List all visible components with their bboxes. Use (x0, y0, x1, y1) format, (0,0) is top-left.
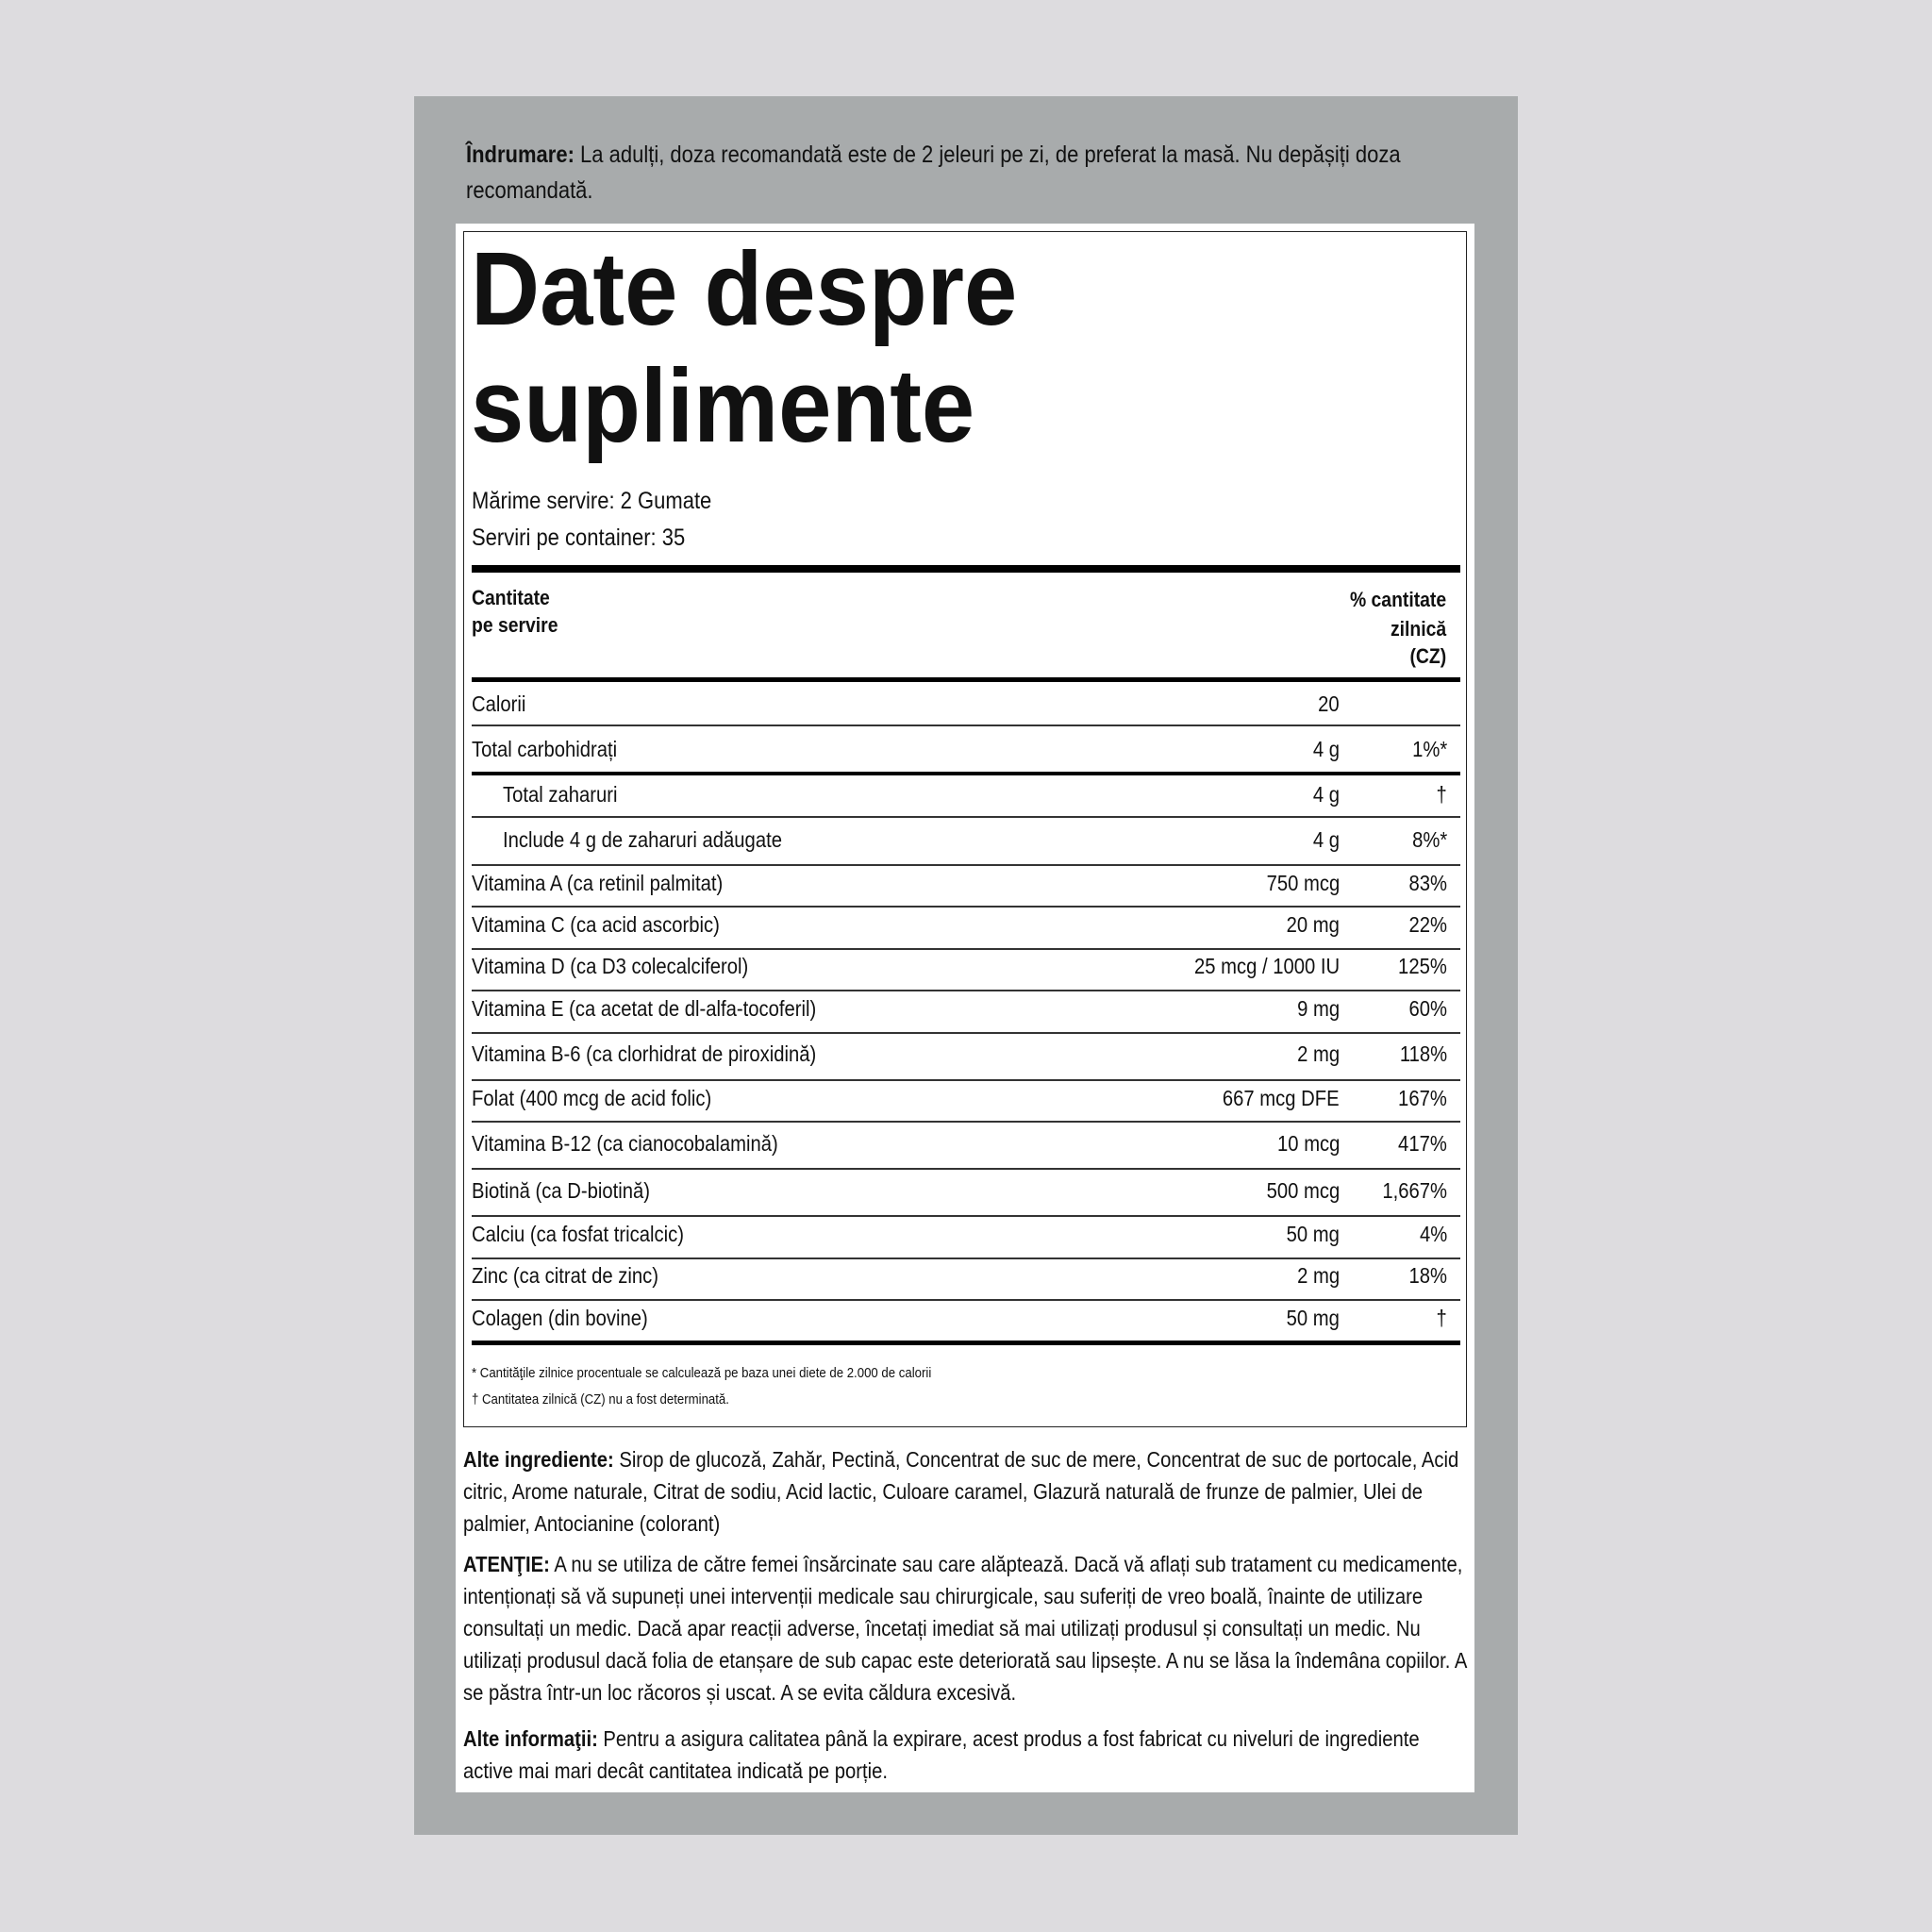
nutrient-amount: 20 (1318, 691, 1340, 716)
nutrient-daily-value: 18% (1408, 1263, 1447, 1288)
nutrient-name: Calorii (472, 691, 526, 716)
other-information-label: Alte informaţii: (463, 1726, 598, 1751)
nutrient-name: Total carbohidrați (472, 737, 618, 761)
nutrient-amount: 10 mcg (1276, 1131, 1340, 1156)
facts-title-line-2: suplimente (471, 348, 975, 464)
nutrient-daily-value: 417% (1398, 1131, 1447, 1156)
nutrient-daily-value: 83% (1408, 871, 1447, 895)
nutrient-amount: 50 mg (1286, 1222, 1340, 1246)
servings-per-container: Serviri pe container: 35 (472, 525, 686, 551)
header-daily-value (1350, 584, 1446, 670)
nutrient-name: Vitamina D (ca D3 colecalciferol) (472, 954, 749, 978)
direction-body: La adulți, doza recomandată este de 2 jeleuri pe zi, de preferat la masă. Nu depășiți doza recomandată. (466, 142, 1401, 204)
nutrient-amount: 667 mcg DFE (1223, 1086, 1340, 1110)
nutrient-daily-value: 22% (1408, 912, 1447, 937)
nutrient-amount: 2 mg (1296, 1263, 1340, 1288)
nutrient-amount: 2 mg (1296, 1041, 1340, 1066)
header-left-line-2: pe servire (472, 613, 558, 637)
row-divider (472, 724, 1460, 726)
direction-label: Îndrumare: (466, 142, 575, 168)
nutrient-name: Vitamina B-12 (ca cianocobalamină) (472, 1131, 778, 1156)
header-left-line-1: Cantitate (472, 586, 550, 609)
nutrient-amount: 25 mcg / 1000 IU (1193, 954, 1340, 978)
nutrient-daily-value: 8%* (1411, 827, 1447, 852)
medium-rule (472, 772, 1460, 775)
nutrient-name: Total zaharuri (503, 782, 618, 807)
row-divider (472, 1215, 1460, 1217)
nutrient-daily-value: † (1436, 782, 1447, 807)
row-divider (472, 1079, 1460, 1081)
thick-rule-bottom (472, 1341, 1460, 1345)
direction-text (466, 137, 1466, 208)
thick-rule-top (472, 565, 1460, 573)
nutrient-daily-value: 1%* (1411, 737, 1447, 761)
warning (463, 1548, 1474, 1708)
other-information-text: Pentru a asigura calitatea până la expirare, acest produs a fost fabricat cu niveluri de ingrediente active mai mari decât cantitatea indicată pe porție. (463, 1726, 1420, 1783)
nutrient-name: Folat (400 mcg de acid folic) (472, 1086, 712, 1110)
nutrient-name: Vitamina A (ca retinil palmitat) (472, 871, 724, 895)
nutrient-name: Colagen (din bovine) (472, 1306, 648, 1330)
nutrient-daily-value: 4% (1419, 1222, 1447, 1246)
nutrient-amount: 50 mg (1286, 1306, 1340, 1330)
header-right-line-2: zilnică (1390, 617, 1446, 641)
header-right-line-3: (CZ) (1409, 644, 1446, 668)
warning-label: ATENŢIE: (463, 1552, 550, 1576)
footnote-not-established: † Cantitatea zilnică (CZ) nu a fost determinată. (472, 1391, 729, 1407)
other-information (463, 1723, 1474, 1787)
nutrient-amount: 4 g (1312, 737, 1340, 761)
nutrient-amount: 750 mcg (1266, 871, 1340, 895)
thick-rule-header (472, 677, 1460, 682)
row-divider (472, 948, 1460, 950)
nutrient-name: Zinc (ca citrat de zinc) (472, 1263, 658, 1288)
nutrient-amount: 20 mg (1286, 912, 1340, 937)
nutrient-amount: 4 g (1312, 827, 1340, 852)
row-divider (472, 1121, 1460, 1123)
nutrient-amount: 4 g (1312, 782, 1340, 807)
other-ingredients-label: Alte ingrediente: (463, 1447, 614, 1472)
nutrient-amount: 500 mcg (1266, 1178, 1340, 1203)
row-divider (472, 1032, 1460, 1034)
row-divider (472, 864, 1460, 866)
nutrient-amount: 9 mg (1296, 996, 1340, 1021)
header-right-line-1: % cantitate (1349, 588, 1446, 611)
other-ingredients-text: Sirop de glucoză, Zahăr, Pectină, Concentrat de suc de mere, Concentrat de suc de portocale, Acid citric, Arome naturale, Citrat de sodiu, Acid lactic, Culoare caramel, Glazură naturală de frunze de palmier, Ulei de palmier, Antocianine (colorant) (463, 1447, 1459, 1536)
facts-title (471, 231, 1017, 465)
nutrient-name: Calciu (ca fosfat tricalcic) (472, 1222, 684, 1246)
footnote-daily-values: * Cantităţile zilnice procentuale se calculează pe baza unei diete de 2.000 de calorii (472, 1365, 932, 1381)
nutrient-daily-value: 118% (1399, 1041, 1447, 1066)
facts-title-line-1: Date despre (471, 231, 1018, 347)
nutrient-daily-value: 60% (1408, 996, 1447, 1021)
nutrient-daily-value: 125% (1398, 954, 1447, 978)
row-divider (472, 1299, 1460, 1301)
nutrient-daily-value: 167% (1398, 1086, 1447, 1110)
row-divider (472, 990, 1460, 991)
nutrient-name: Include 4 g de zaharuri adăugate (503, 827, 782, 852)
nutrient-name: Biotină (ca D-biotină) (472, 1178, 650, 1203)
other-ingredients (463, 1443, 1474, 1540)
nutrient-name: Vitamina C (ca acid ascorbic) (472, 912, 720, 937)
nutrient-daily-value: † (1436, 1306, 1447, 1330)
nutrient-name: Vitamina E (ca acetat de dl-alfa-tocoferil) (472, 996, 817, 1021)
row-divider (472, 1168, 1460, 1170)
row-divider (472, 816, 1460, 818)
warning-text: A nu se utiliza de către femei însărcinate sau care alăptează. Dacă vă aflați sub tratament cu medicamente, intenționați să vă supuneți unei intervenții medicale sau chirurgicale, sau suferiți de vreo boală, înainte de utilizare consultați un medic. Dacă apar reacții adverse, încetați imediat să mai utilizați produsul și consultați un medic. Nu utilizați produsul dacă folia de etanșare de sub capac este deteriorată sau lipsește. A nu se lăsa la îndemâna copiilor. A se păstra într-un loc răcoros și uscat. A se evita căldura excesivă. (463, 1552, 1467, 1705)
serving-size: Mărime servire: 2 Gumate (472, 488, 712, 514)
header-amount-per-serving (472, 584, 558, 639)
row-divider (472, 906, 1460, 908)
nutrient-name: Vitamina B-6 (ca clorhidrat de piroxidină) (472, 1041, 817, 1066)
row-divider (472, 1257, 1460, 1259)
nutrient-daily-value: 1,667% (1382, 1178, 1447, 1203)
